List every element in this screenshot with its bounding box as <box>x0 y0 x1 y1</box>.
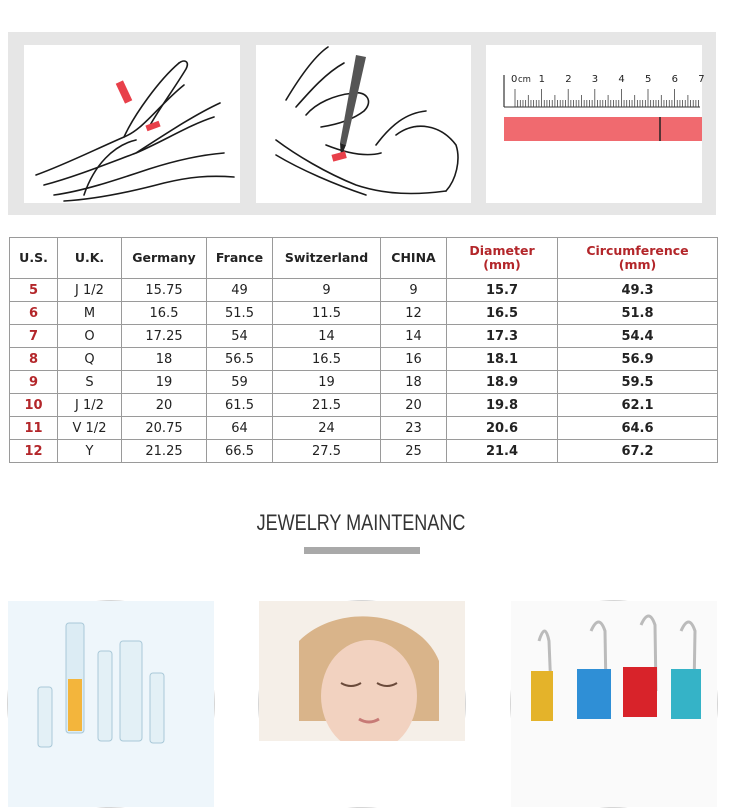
ruler-tick-label: 1 <box>538 74 545 85</box>
table-row <box>10 440 718 463</box>
size-table-header-row <box>10 238 718 279</box>
table-row <box>10 371 718 394</box>
cell-switzerland: 21.5 <box>273 394 381 417</box>
cell-uk: Y <box>58 440 122 463</box>
cell-diameter: 20.6 <box>447 417 558 440</box>
table-row <box>10 417 718 440</box>
cell-us: 11 <box>10 417 58 440</box>
cell-switzerland: 11.5 <box>273 302 381 325</box>
ruler-tick-label: 4 <box>618 74 625 85</box>
table-row <box>10 279 718 302</box>
cell-diameter: 18.9 <box>447 371 558 394</box>
cell-uk: M <box>58 302 122 325</box>
cell-uk: S <box>58 371 122 394</box>
cell-diameter: 17.3 <box>447 325 558 348</box>
ruler-tick-label: 6 <box>671 74 678 85</box>
cell-switzerland: 19 <box>273 371 381 394</box>
cell-circumference: 67.2 <box>558 440 718 463</box>
ruler-tick-label: 2 <box>565 74 572 85</box>
cell-china: 12 <box>381 302 447 325</box>
cell-us: 5 <box>10 279 58 302</box>
header-switzerland: Switzerland <box>273 238 381 279</box>
cell-china: 9 <box>381 279 447 302</box>
title-underline-bar <box>304 547 420 554</box>
step-mark-strip-panel <box>256 45 471 203</box>
cell-china: 16 <box>381 348 447 371</box>
cell-france: 66.5 <box>207 440 273 463</box>
cell-china: 18 <box>381 371 447 394</box>
cell-switzerland: 16.5 <box>273 348 381 371</box>
ring-size-table <box>9 237 718 463</box>
cell-germany: 20 <box>122 394 207 417</box>
maintenance-image-liquids <box>510 600 718 808</box>
marking-strip-with-pen-icon <box>256 45 471 203</box>
cell-france: 49 <box>207 279 273 302</box>
measured-paper-strip <box>504 117 702 141</box>
ruler-tick-label: 7 <box>698 74 705 85</box>
cell-circumference: 59.5 <box>558 371 718 394</box>
table-row <box>10 394 718 417</box>
cell-france: 54 <box>207 325 273 348</box>
table-row <box>10 348 718 371</box>
header-germany: Germany <box>122 238 207 279</box>
cell-circumference: 62.1 <box>558 394 718 417</box>
maintenance-image-sleeping <box>258 600 466 808</box>
cell-us: 9 <box>10 371 58 394</box>
cell-uk: V 1/2 <box>58 417 122 440</box>
cell-circumference: 64.6 <box>558 417 718 440</box>
cell-switzerland: 9 <box>273 279 381 302</box>
cell-france: 61.5 <box>207 394 273 417</box>
cell-us: 6 <box>10 302 58 325</box>
table-row <box>10 302 718 325</box>
header-us: U.S. <box>10 238 58 279</box>
cell-china: 20 <box>381 394 447 417</box>
cell-germany: 20.75 <box>122 417 207 440</box>
cell-uk: O <box>58 325 122 348</box>
cell-china: 23 <box>381 417 447 440</box>
cell-us: 7 <box>10 325 58 348</box>
ring-measure-instructions <box>8 32 716 215</box>
cell-france: 64 <box>207 417 273 440</box>
header-france: France <box>207 238 273 279</box>
ruler-unit-label: cm <box>518 75 531 85</box>
header-circumference: Circumference (mm) <box>558 238 718 279</box>
cell-germany: 19 <box>122 371 207 394</box>
cell-circumference: 56.9 <box>558 348 718 371</box>
cell-uk: J 1/2 <box>58 279 122 302</box>
header-china: CHINA <box>381 238 447 279</box>
cell-france: 51.5 <box>207 302 273 325</box>
cell-uk: J 1/2 <box>58 394 122 417</box>
ruler-icon <box>486 45 705 203</box>
step-measure-ruler-panel <box>486 45 705 203</box>
cell-germany: 15.75 <box>122 279 207 302</box>
ruler-zero-label: 0 <box>511 74 518 85</box>
cell-france: 56.5 <box>207 348 273 371</box>
chemicals-icon <box>8 601 214 807</box>
cell-diameter: 19.8 <box>447 394 558 417</box>
cell-germany: 21.25 <box>122 440 207 463</box>
cell-circumference: 54.4 <box>558 325 718 348</box>
table-row <box>10 325 718 348</box>
cell-china: 14 <box>381 325 447 348</box>
cell-france: 59 <box>207 371 273 394</box>
sleeping-woman-icon <box>259 601 465 807</box>
cell-china: 25 <box>381 440 447 463</box>
cell-switzerland: 14 <box>273 325 381 348</box>
cell-germany: 17.25 <box>122 325 207 348</box>
maintenance-image-chemicals <box>7 600 215 808</box>
cell-diameter: 15.7 <box>447 279 558 302</box>
ruler-tick-label: 3 <box>591 74 599 85</box>
hand-with-paper-strip-icon <box>24 45 240 203</box>
cell-circumference: 49.3 <box>558 279 718 302</box>
cell-diameter: 18.1 <box>447 348 558 371</box>
cell-us: 12 <box>10 440 58 463</box>
cell-uk: Q <box>58 348 122 371</box>
colored-liquids-icon <box>511 601 717 807</box>
cell-switzerland: 24 <box>273 417 381 440</box>
header-diameter: Diameter (mm) <box>447 238 558 279</box>
cell-us: 10 <box>10 394 58 417</box>
cell-circumference: 51.8 <box>558 302 718 325</box>
cell-diameter: 21.4 <box>447 440 558 463</box>
cell-us: 8 <box>10 348 58 371</box>
step-wrap-strip-panel <box>24 45 240 203</box>
ruler-tick-label: 5 <box>645 74 652 85</box>
cell-germany: 18 <box>122 348 207 371</box>
cell-switzerland: 27.5 <box>273 440 381 463</box>
header-uk: U.K. <box>58 238 122 279</box>
maintenance-section-title: JEWELRY MAINTENANC <box>256 510 466 535</box>
cell-diameter: 16.5 <box>447 302 558 325</box>
cell-germany: 16.5 <box>122 302 207 325</box>
